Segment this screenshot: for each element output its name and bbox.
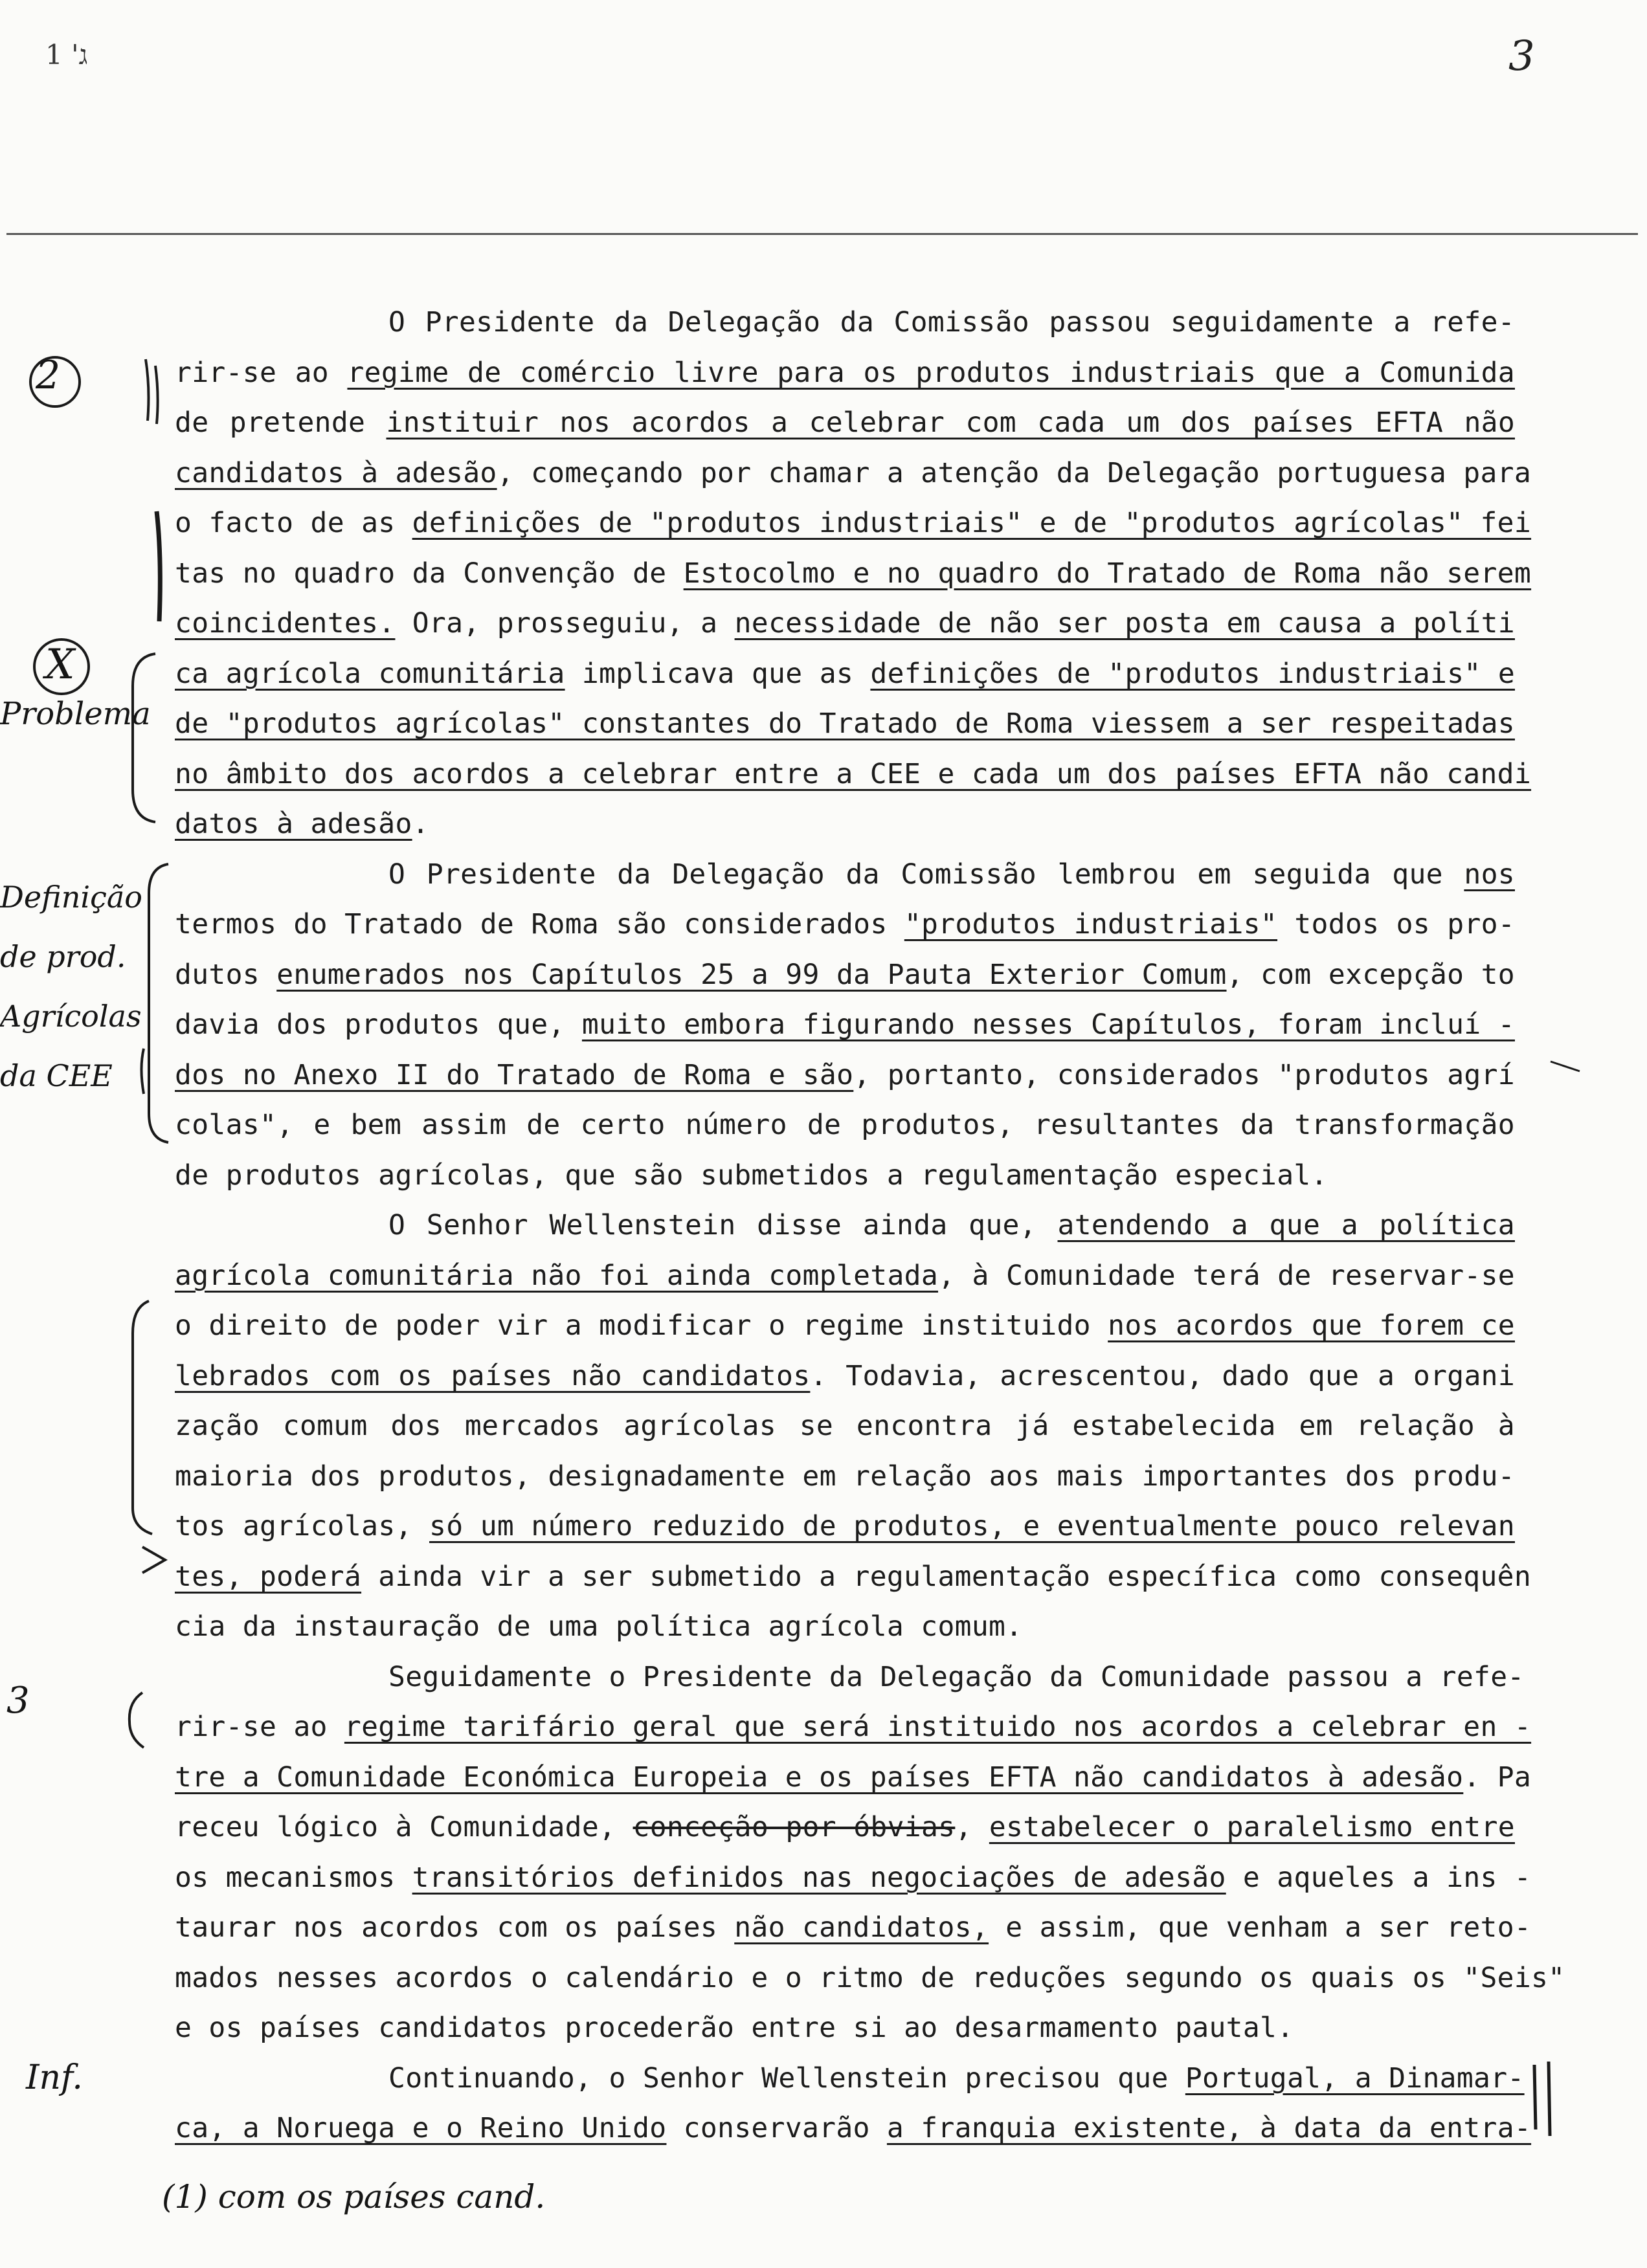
text-line (175, 1351, 1515, 1402)
paragraph (175, 850, 1515, 1201)
margin-bar-3 (157, 511, 160, 621)
text-line (175, 398, 1515, 449)
underlined-text: estabelecer o paralelismo entre (989, 1811, 1515, 1843)
text-line (175, 2003, 1515, 2054)
text-line (175, 1251, 1515, 1302)
text-line (175, 1702, 1532, 1753)
underlined-text: de "produtos agrícolas" constantes do Tratado de Roma viessem a ser respeitadas (175, 707, 1515, 740)
margin-note-x: X (45, 641, 75, 689)
bracket-1 (133, 654, 155, 822)
underlined-text: tre a Comunidade Económica Europeia e os países EFTA não candidatos à adesão (175, 1761, 1464, 1794)
underlined-text: definições de "produtos industriais" e (870, 657, 1516, 690)
underlined-text: ca, a Noruega e o Reino Unido (175, 2112, 667, 2144)
text-segment: Continuando, o Senhor Wellenstein precisou que (388, 2062, 1185, 2095)
text-segment: e assim, que venham a ser reto- (989, 1911, 1532, 1944)
underlined-text: ca agrícola comunitária (175, 657, 565, 690)
text-segment: de pretende (175, 406, 387, 439)
text-segment: o facto de as (175, 507, 412, 539)
text-segment: ainda vir a ser submetido a regulamentação específica como consequên (361, 1560, 1532, 1593)
handwritten-footnote: (1) com os países cand. (162, 2178, 546, 2216)
page-number: 3 (1508, 32, 1535, 80)
text-line (175, 1652, 1525, 1703)
underlined-text: nos (1464, 858, 1515, 891)
underlined-text: datos à adesão (175, 808, 412, 840)
text-line (175, 1953, 1565, 2004)
text-line (175, 1301, 1515, 1351)
underlined-text: só um número reduzido de produtos, e eventualmente pouco relevan (429, 1510, 1515, 1542)
underlined-text: coincidentes. (175, 607, 396, 639)
underlined-text: agrícola comunitária não foi ainda completada (175, 1259, 939, 1292)
underlined-text: lebrados com os países não candidatos (175, 1359, 811, 1392)
text-segment: , portanto, considerados "produtos agrí (853, 1058, 1515, 1091)
text-segment: Seguidamente o Presidente da Delegação da Comunidade passou a refe- (388, 1660, 1525, 1693)
text-segment: . Todavia, acrescentou, dado que a organi (810, 1359, 1516, 1392)
text-segment: o direito de poder vir a modificar o regime instituido (175, 1309, 1108, 1342)
underlined-text: definições de "produtos industriais" e de "produtos agrícolas" fei (412, 507, 1532, 539)
underlined-text: instituir nos acordos a celebrar com cada um dos países EFTA não (386, 406, 1516, 439)
text-segment: dutos (175, 958, 277, 991)
paragraph (175, 298, 1532, 850)
underlined-text: dos no Anexo II do Tratado de Roma e são (175, 1058, 854, 1091)
underlined-text: enumerados nos Capítulos 25 a 99 da Pauta Exterior Comum (276, 958, 1227, 991)
text-segment: e aqueles a ins - (1226, 1861, 1532, 1894)
text-segment: . (412, 808, 429, 840)
struck-text: conceção por óbvias (633, 1811, 956, 1843)
text-segment: os mecanismos (175, 1861, 412, 1894)
header-rule (6, 233, 1638, 235)
right-bar-2 (1549, 2062, 1550, 2136)
corner-marks: ג' 1 (45, 39, 88, 71)
text-line (175, 649, 1515, 700)
right-dash (1551, 1062, 1580, 1071)
text-line (175, 1100, 1515, 1151)
text-line (175, 1051, 1515, 1101)
text-segment: rir-se ao (175, 1711, 344, 1743)
text-line (175, 298, 1515, 348)
paragraph (175, 2054, 1532, 2154)
margin-note-inf: Inf. (26, 2058, 83, 2097)
text-line (175, 1853, 1532, 1904)
text-segment: , à Comunidade terá de reservar-se (938, 1259, 1515, 1292)
text-line (175, 850, 1515, 900)
paragraph (175, 1201, 1532, 1652)
underlined-text: regime de comércio livre para os produtos industriais que a Comunida (347, 356, 1515, 389)
text-segment: implicava que as (565, 657, 871, 690)
text-line (175, 348, 1515, 399)
text-line (175, 750, 1532, 800)
text-segment: . Pa (1463, 1761, 1532, 1794)
text-segment: termos do Tratado de Roma são considerados (175, 908, 904, 940)
text-line (175, 1903, 1532, 1953)
text-line (175, 599, 1515, 649)
text-segment: receu lógico à Comunidade, (175, 1811, 633, 1843)
text-segment: taurar nos acordos com os países (175, 1911, 735, 1944)
text-line (175, 1803, 1515, 1853)
text-line (175, 1602, 1515, 1652)
text-segment: O Presidente da Delegação da Comissão lembrou em seguida que (388, 858, 1464, 891)
margin-bar-2 (155, 366, 158, 424)
text-segment: O Senhor Wellenstein disse ainda que, (388, 1209, 1058, 1241)
text-segment: davia dos produtos que, (175, 1008, 582, 1041)
underlined-text: candidatos à adesão (175, 456, 497, 489)
paragraph (175, 1652, 1565, 2054)
text-line (175, 1151, 1515, 1201)
text-line (175, 1401, 1515, 1452)
underlined-text: a franquia existente, à data da entra- (886, 2112, 1532, 2144)
text-segment: zação comum dos mercados agrícolas se encontra já estabelecida em relação à (175, 1410, 1515, 1442)
text-line (175, 2104, 1532, 2154)
underlined-text: tes, poderá (175, 1560, 362, 1593)
text-line (175, 1502, 1515, 1552)
text-segment: O Presidente da Delegação da Comissão passou seguidamente a refe- (388, 306, 1515, 339)
bracket-4 (129, 1693, 144, 1748)
text-line (175, 1201, 1515, 1251)
text-line (175, 449, 1532, 499)
text-line (175, 498, 1532, 549)
text-segment: tas no quadro da Convenção de (175, 557, 684, 590)
text-line (175, 950, 1515, 1001)
margin-note-definicao: Definição de prod. Agrícolas da CEE (0, 880, 143, 1093)
underlined-text: no âmbito dos acordos a celebrar entre a CEE e cada um dos países EFTA não candi (175, 757, 1532, 790)
text-segment: cia da instauração de uma política agrícola comum. (175, 1610, 1023, 1643)
text-segment: e os países candidatos procederão entre si ao desarmamento pautal. (175, 2012, 1294, 2044)
underlined-text: Estocolmo e no quadro do Tratado de Roma não serem (683, 557, 1532, 590)
text-line (175, 699, 1515, 750)
right-bar-1 (1534, 2065, 1536, 2129)
text-line (175, 2054, 1525, 2104)
margin-bar-1 (146, 359, 148, 421)
text-segment: mados nesses acordos o calendário e o ritmo de reduções segundo os quais os "Seis" (175, 1961, 1565, 1994)
text-line (175, 1753, 1532, 1803)
margin-note-3: 3 (6, 1680, 30, 1722)
underlined-text: muito embora figurando nesses Capítulos, foram incluí - (581, 1008, 1515, 1041)
text-segment: maioria dos produtos, designadamente em relação aos mais importantes dos produ- (175, 1460, 1515, 1493)
margin-note-2: 2 (36, 353, 61, 398)
text-line (175, 900, 1515, 950)
text-line (175, 1552, 1532, 1603)
underlined-text: "produtos industriais" (904, 908, 1278, 940)
body-text (175, 298, 1565, 2154)
underlined-text: transitórios definidos nas negociações de adesão (412, 1861, 1226, 1894)
text-segment: todos os pro- (1277, 908, 1516, 940)
text-segment: , com excepção to (1226, 958, 1515, 991)
text-segment: , (955, 1811, 989, 1843)
underlined-text: regime tarifário geral que será instituido nos acordos a celebrar en - (344, 1711, 1532, 1743)
margin-note-problema: Problema (0, 696, 151, 732)
text-line (175, 1000, 1515, 1051)
text-segment: tos agrícolas, (175, 1510, 430, 1542)
text-segment: colas", e bem assim de certo número de produtos, resultantes da transformação (175, 1109, 1515, 1141)
bracket-3 (133, 1301, 152, 1534)
underlined-text: necessidade de não ser posta em causa a políti (734, 607, 1515, 639)
bracket-3-arrow (142, 1547, 165, 1573)
text-line (175, 799, 1515, 850)
underlined-text: Portugal, a Dinamar- (1185, 2062, 1525, 2095)
text-segment: conservarão (666, 2112, 887, 2144)
text-segment: de produtos agrícolas, que são submetidos a regulamentação especial. (175, 1159, 1328, 1192)
underlined-text: atendendo a que a política (1057, 1209, 1515, 1241)
text-line (175, 1452, 1515, 1502)
text-line (175, 549, 1532, 599)
text-segment: rir-se ao (175, 356, 348, 389)
text-segment: Ora, prosseguiu, a (395, 607, 735, 639)
text-segment: , começando por chamar a atenção da Delegação portuguesa para (497, 456, 1532, 489)
underlined-text: não candidatos, (734, 1911, 989, 1944)
underlined-text: nos acordos que forem ce (1108, 1309, 1515, 1342)
